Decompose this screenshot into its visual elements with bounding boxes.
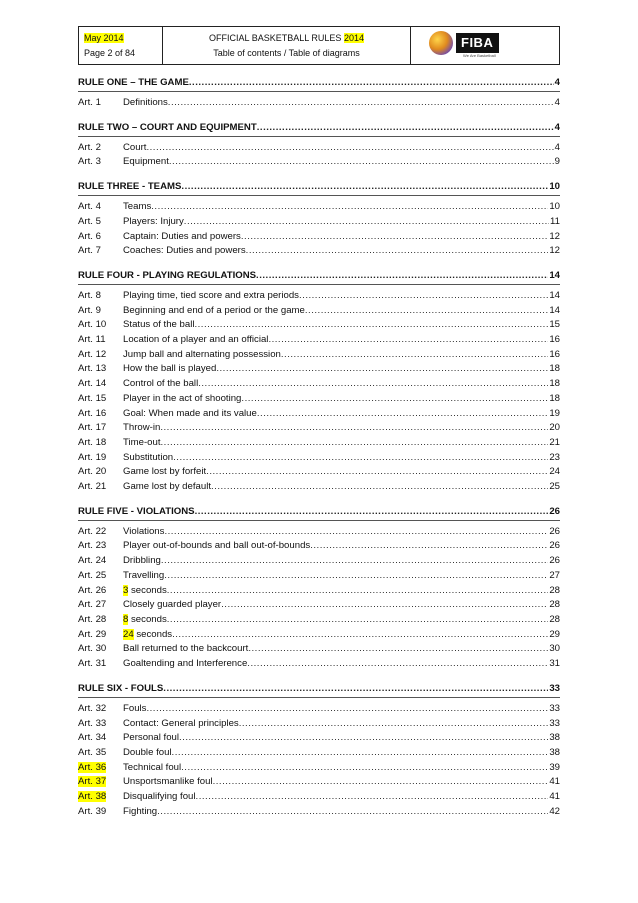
toc-entry[interactable] [78, 761, 560, 776]
article-title [123, 805, 157, 820]
article-number: Art. 15 [78, 392, 107, 404]
leader-dots [257, 121, 554, 135]
article-number: Art. 35 [78, 746, 107, 758]
rule-title: RULE THREE - TEAMS [78, 181, 182, 193]
article-page: 42 [549, 805, 560, 817]
entry-title-text: Ball returned to the backcourt [123, 643, 249, 655]
leader-dots [163, 682, 548, 696]
article-page: 29 [549, 628, 560, 640]
article-title [123, 790, 196, 805]
article-page: 16 [549, 334, 560, 346]
article-page: 18 [549, 392, 560, 404]
header-date: May 2014 [84, 33, 124, 43]
article-number: Art. 5 [78, 215, 101, 227]
rule-divider [78, 195, 560, 196]
toc-entry[interactable] [78, 421, 560, 436]
leader-dots [164, 525, 548, 540]
article-title [123, 421, 160, 436]
article-number: Art. 8 [78, 289, 101, 301]
entry-title-text: Captain: Duties and powers [123, 230, 241, 242]
entry-title-text: Game lost by forfeit [123, 466, 207, 478]
article-number: Art. 29 [78, 628, 107, 640]
article-title [123, 289, 299, 304]
toc-entry[interactable] [78, 642, 560, 657]
article-title [123, 244, 246, 259]
article-title [123, 465, 206, 480]
leader-dots [157, 805, 548, 820]
rule-page: 33 [549, 682, 560, 694]
article-number: Art. 18 [78, 436, 107, 448]
entry-title-text: Violations [123, 525, 165, 537]
toc-entry[interactable] [78, 141, 560, 156]
article-page: 39 [549, 761, 560, 773]
entry-title-text: Definitions [123, 97, 168, 108]
article-title [123, 480, 211, 495]
rule-page: 4 [554, 121, 560, 133]
header-title-cell [163, 27, 411, 64]
article-title [123, 554, 161, 569]
toc-entry[interactable] [78, 628, 560, 643]
toc-entry[interactable] [78, 746, 560, 761]
toc-entry[interactable] [78, 613, 560, 628]
rule-page: 26 [549, 505, 560, 517]
article-number: Art. 33 [78, 717, 107, 729]
entry-title-text: Playing time, tied score and extra periods [123, 289, 299, 301]
leader-dots [189, 76, 554, 90]
leader-dots [146, 141, 553, 156]
article-page: 38 [549, 746, 560, 758]
article-title [123, 569, 164, 584]
entry-title-text: seconds [128, 584, 167, 596]
entry-title-text: Beginning and end of a period or the game [123, 304, 305, 316]
entry-title-text: Coaches: Duties and powers [123, 245, 246, 257]
article-number: Art. 31 [78, 658, 107, 670]
leader-dots [160, 421, 548, 436]
rule-heading[interactable] [78, 180, 560, 194]
entry-title-text: seconds [133, 628, 173, 640]
article-number: Art. 14 [78, 378, 107, 390]
article-title [123, 436, 161, 451]
article-page: 26 [549, 525, 560, 537]
toc-entry[interactable] [78, 230, 560, 245]
article-title [123, 539, 310, 554]
leader-dots [179, 731, 548, 746]
toc-entry[interactable] [78, 539, 560, 554]
toc-entry[interactable] [78, 392, 560, 407]
article-page: 27 [549, 569, 560, 581]
article-number: Art. 11 [78, 334, 106, 346]
article-title [123, 598, 221, 613]
article-number: Art. 6 [78, 230, 101, 242]
toc-entry[interactable] [78, 215, 560, 230]
rule-divider [78, 697, 560, 698]
article-title [123, 451, 173, 466]
rule-title: RULE TWO – COURT AND EQUIPMENT [78, 121, 257, 133]
article-page: 41 [549, 791, 560, 803]
article-number: Art. 34 [78, 732, 107, 744]
toc-entry[interactable] [78, 569, 560, 584]
article-number: Art. 7 [78, 245, 101, 257]
leader-dots [195, 505, 549, 519]
toc-entry[interactable] [78, 436, 560, 451]
article-title [123, 318, 194, 333]
header-doc-title: OFFICIAL BASKETBALL RULES 2014 [209, 33, 364, 43]
article-page: 28 [549, 584, 560, 596]
leader-dots [241, 230, 548, 245]
leader-dots [146, 702, 548, 717]
article-number: Art. 32 [78, 702, 107, 714]
entry-title-text: Control of the ball [123, 378, 199, 390]
toc-entry[interactable] [78, 304, 560, 319]
article-page: 31 [549, 658, 560, 670]
entry-title-text: Jump ball and alternating possession [123, 348, 281, 360]
article-number: Art. 25 [78, 569, 107, 581]
entry-title-text: Court [123, 141, 147, 153]
entry-title-text: Technical foul [123, 761, 182, 773]
article-page: 19 [549, 407, 560, 419]
toc-entry[interactable] [78, 451, 560, 466]
article-number: Art. 9 [78, 304, 101, 316]
article-page: 14 [549, 289, 560, 301]
leader-dots [161, 554, 548, 569]
article-page: 4 [554, 141, 560, 153]
toc-entry[interactable] [78, 598, 560, 613]
header-logo-cell [411, 27, 559, 64]
leader-dots [167, 613, 549, 628]
toc-entry[interactable] [78, 155, 560, 170]
rule-title: RULE FIVE - VIOLATIONS [78, 505, 195, 517]
leader-dots [216, 362, 548, 377]
toc-entry[interactable] [78, 525, 560, 540]
leader-dots [247, 657, 548, 672]
entry-title-text: Unsportsmanlike foul [123, 776, 213, 788]
toc-entry[interactable] [78, 96, 560, 111]
entry-title-text: Equipment [123, 156, 169, 168]
entry-title-text: Goaltending and Interference [123, 658, 248, 670]
article-title [123, 731, 179, 746]
toc-entry[interactable] [78, 731, 560, 746]
article-number: Art. 2 [78, 141, 101, 153]
article-number: Art. 39 [78, 805, 107, 817]
leader-dots [213, 775, 549, 790]
article-number: Art. 19 [78, 451, 107, 463]
rule-page: 10 [549, 181, 560, 193]
article-page: 9 [554, 156, 560, 168]
leader-dots [299, 289, 548, 304]
rule-title: RULE ONE – THE GAME [78, 77, 189, 88]
article-number: Art. 16 [78, 407, 107, 419]
header-meta [79, 27, 163, 64]
article-page: 33 [549, 702, 560, 714]
article-number: Art. 23 [78, 540, 107, 552]
rule-heading[interactable] [78, 269, 560, 283]
article-title [123, 377, 198, 392]
article-title [123, 141, 146, 156]
entry-title-text: Fighting [123, 805, 158, 817]
article-page: 25 [549, 481, 560, 493]
article-number: Art. 20 [78, 466, 107, 478]
toc-entry[interactable] [78, 362, 560, 377]
leader-dots [239, 717, 549, 732]
entry-title-text: Travelling [123, 569, 165, 581]
toc-entry[interactable] [78, 584, 560, 599]
article-title [123, 215, 184, 230]
article-number: Art. 12 [78, 348, 107, 360]
toc-entry[interactable] [78, 554, 560, 569]
toc-entry[interactable] [78, 790, 560, 805]
article-number: Art. 37 [78, 776, 107, 788]
leader-dots [161, 436, 549, 451]
entry-title-text: Disqualifying foul [123, 791, 196, 803]
rule-divider [78, 284, 560, 285]
article-title [123, 230, 241, 245]
article-title [123, 628, 172, 643]
leader-dots [256, 269, 548, 283]
article-number: Art. 38 [78, 791, 107, 803]
entry-title-text: How the ball is played [123, 363, 217, 375]
leader-dots [181, 761, 548, 776]
table-of-contents [78, 76, 560, 819]
article-title [123, 584, 167, 599]
leader-dots [169, 155, 554, 170]
rule-heading[interactable] [78, 505, 560, 519]
leader-dots [196, 790, 549, 805]
article-page: 20 [549, 422, 560, 434]
fiba-logo [429, 31, 499, 55]
article-page: 15 [549, 319, 560, 331]
entry-title-highlight: 24 [123, 628, 134, 640]
article-title [123, 717, 239, 732]
article-number: Art. 28 [78, 613, 107, 625]
article-title [123, 200, 151, 215]
article-page: 38 [549, 732, 560, 744]
article-title [123, 333, 268, 348]
toc-entry[interactable] [78, 289, 560, 304]
rule-heading[interactable] [78, 76, 560, 90]
article-number: Art. 22 [78, 525, 107, 537]
article-page: 33 [549, 717, 560, 729]
article-number: Art. 10 [78, 319, 107, 331]
article-page: 30 [549, 643, 560, 655]
entry-title-text: Teams [123, 201, 152, 213]
toc-entry[interactable] [78, 244, 560, 259]
rule-divider [78, 520, 560, 521]
leader-dots [181, 180, 548, 194]
entry-title-highlight: 8 [123, 613, 129, 625]
toc-entry[interactable] [78, 480, 560, 495]
leader-dots [184, 215, 549, 230]
article-title [123, 775, 213, 790]
rule-divider [78, 136, 560, 137]
rule-heading[interactable] [78, 682, 560, 696]
article-page: 28 [549, 613, 560, 625]
article-number: Art. 4 [78, 201, 101, 213]
leader-dots [248, 642, 548, 657]
article-number: Art. 27 [78, 599, 107, 611]
article-number: Art. 36 [78, 761, 107, 773]
article-title [123, 761, 181, 776]
toc-entry[interactable] [78, 200, 560, 215]
article-title [123, 642, 248, 657]
leader-dots [164, 569, 548, 584]
entry-title-text: Goal: When made and its value [123, 407, 257, 419]
article-title [123, 392, 241, 407]
leader-dots [211, 480, 548, 495]
article-number: Art. 30 [78, 643, 107, 655]
leader-dots [310, 539, 548, 554]
article-page: 12 [549, 230, 560, 242]
article-page: 18 [549, 363, 560, 375]
leader-dots [241, 392, 548, 407]
leader-dots [221, 598, 548, 613]
entry-title-text: Player in the act of shooting [123, 392, 242, 404]
article-title [123, 348, 281, 363]
toc-entry[interactable] [78, 348, 560, 363]
rule-page: 14 [549, 269, 560, 281]
leader-dots [206, 465, 548, 480]
article-page: 41 [549, 776, 560, 788]
leader-dots [268, 333, 548, 348]
article-page: 18 [549, 378, 560, 390]
article-title [123, 702, 146, 717]
rule-page: 4 [554, 77, 560, 88]
entry-title-text: Players: Injury [123, 215, 184, 227]
leader-dots [172, 628, 548, 643]
leader-dots [151, 200, 548, 215]
entry-title-text: Player out-of-bounds and ball out-of-bounds [123, 540, 311, 552]
article-title [123, 657, 247, 672]
entry-title-text: Throw-in [123, 422, 161, 434]
entry-title-text: Time-out [123, 436, 161, 448]
article-title [123, 613, 167, 628]
entry-title-highlight: 3 [123, 584, 129, 596]
header-subtitle: Table of contents / Table of diagrams [213, 48, 360, 58]
article-page: 26 [549, 540, 560, 552]
toc-entry[interactable] [78, 775, 560, 790]
toc-entry[interactable] [78, 318, 560, 333]
leader-dots [246, 244, 549, 259]
entry-title-text: Fouls [123, 702, 147, 714]
leader-dots [168, 96, 554, 111]
leader-dots [172, 746, 549, 761]
entry-title-text: seconds [128, 613, 167, 625]
toc-entry[interactable] [78, 805, 560, 820]
leader-dots [281, 348, 548, 363]
article-page: 11 [550, 215, 560, 227]
entry-title-text: Double foul [123, 746, 172, 758]
rule-title: RULE FOUR - PLAYING REGULATIONS [78, 269, 257, 281]
page-header [78, 26, 560, 65]
article-title [123, 407, 257, 422]
article-page: 14 [549, 304, 560, 316]
leader-dots [305, 304, 548, 319]
entry-title-text: Game lost by default [123, 481, 211, 493]
rule-divider [78, 91, 560, 92]
entry-title-text: Substitution [123, 451, 174, 463]
article-page: 24 [549, 466, 560, 478]
rule-title: RULE SIX - FOULS [78, 682, 164, 694]
entry-title-text: Status of the ball [123, 319, 195, 331]
article-number: Art. 24 [78, 555, 107, 567]
article-page: 21 [549, 436, 560, 448]
article-page: 4 [554, 97, 560, 108]
entry-title-text: Personal foul [123, 732, 179, 744]
article-page: 10 [549, 201, 560, 213]
entry-title-text: Location of a player and an official [123, 334, 269, 346]
article-number: Art. 1 [78, 97, 101, 108]
article-number: Art. 26 [78, 584, 107, 596]
article-page: 16 [549, 348, 560, 360]
article-page: 12 [549, 245, 560, 257]
toc-entry[interactable] [78, 407, 560, 422]
leader-dots [257, 407, 548, 422]
leader-dots [194, 318, 548, 333]
article-number: Art. 21 [78, 481, 107, 493]
article-title [123, 96, 168, 111]
entry-title-text: Dribbling [123, 555, 161, 567]
article-page: 26 [549, 555, 560, 567]
rule-heading[interactable] [78, 121, 560, 135]
leader-dots [173, 451, 548, 466]
article-title [123, 525, 164, 540]
article-number: Art. 3 [78, 156, 101, 168]
article-number: Art. 13 [78, 363, 107, 375]
header-page-number: Page 2 of 84 [84, 48, 136, 58]
article-title [123, 155, 169, 170]
article-title [123, 304, 305, 319]
entry-title-text: Closely guarded player [123, 599, 222, 611]
basketball-icon [429, 31, 453, 55]
toc-entry[interactable] [78, 465, 560, 480]
toc-entry[interactable] [78, 717, 560, 732]
fiba-wordmark: FIBA [456, 33, 499, 53]
toc-entry[interactable] [78, 333, 560, 348]
toc-entry[interactable] [78, 377, 560, 392]
toc-entry[interactable] [78, 657, 560, 672]
leader-dots [198, 377, 548, 392]
logo-tagline: We Are Basketball [463, 53, 496, 58]
entry-title-text: Contact: General principles [123, 717, 239, 729]
article-title [123, 746, 172, 761]
article-page: 23 [549, 451, 560, 463]
leader-dots [167, 584, 549, 599]
article-number: Art. 17 [78, 422, 107, 434]
article-page: 28 [549, 599, 560, 611]
toc-entry[interactable] [78, 702, 560, 717]
article-title [123, 362, 216, 377]
